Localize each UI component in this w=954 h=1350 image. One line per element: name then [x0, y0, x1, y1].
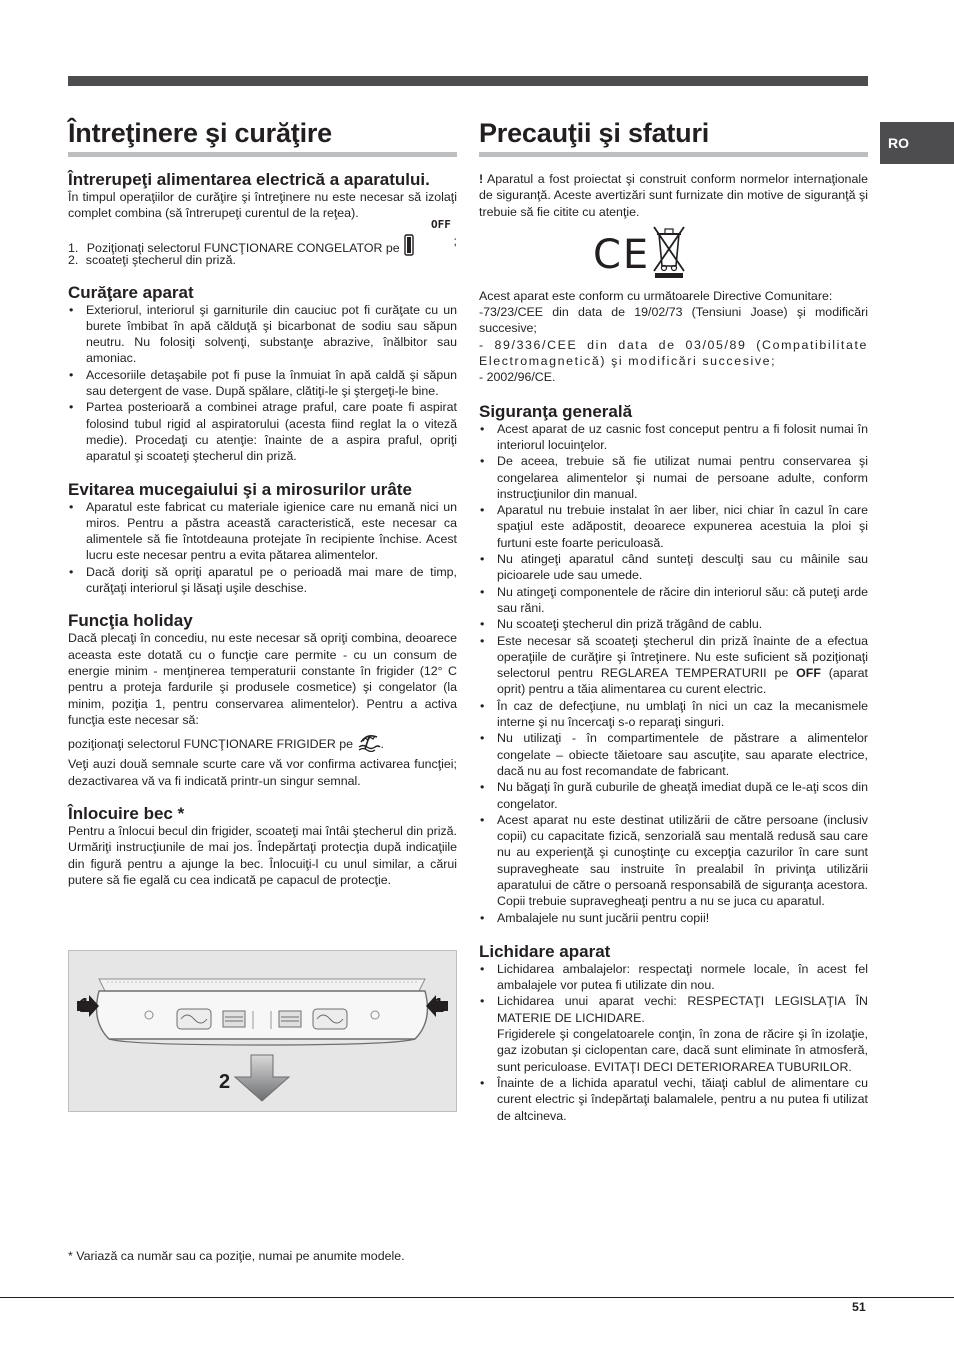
step-1-end: ; — [453, 233, 457, 248]
language-tab: RO — [880, 122, 954, 164]
directive-line: - 89/336/CEE din data de 03/05/89 (Compatibilitate Electromagnetică) şi modificări succesive; — [479, 337, 868, 369]
list-item: • Exteriorul, interiorul şi garniturile din cauciuc pot fi curăţate cu un burete îmbibat în apă călduţă şi bicarbonat de sodiu sau săpun neutru. Nu folosiţi solvenţi, substanţe abrazive, înălbitor sau amoniac. — [68, 302, 457, 367]
list-item: • Aparatul nu trebuie instalat în aer liber, nici chiar în cazul în care spaţiul este adăpostit, deoarece expunerea acestuia la ploi şi furtuni este foarte periculoasă. — [479, 502, 868, 551]
list-item: • Aparatul este fabricat cu materiale igienice care nu emană nici un miros. Pentru a păstra această caracteristică, este necesar ca alimentele să fie întotdeauna protejate în recipiente închise. Acest lucru este necesar pentru a evita pătarea alimentelor. — [68, 499, 457, 564]
bulb-cover-illustration — [69, 951, 456, 1111]
list-item: • Lichidarea ambalajelor: respectaţi normele locale, în acest fel ambalajele vor putea fi utilizate din nou. — [479, 961, 868, 994]
intro-mark: ! — [479, 172, 484, 186]
section-heading-disposal: Lichidare aparat — [479, 941, 611, 961]
holiday-beach-icon — [357, 732, 381, 756]
left-column — [68, 114, 457, 888]
section-para-power: În timpul operaţiilor de curăţire şi întreţinere nu este necesar să izolaţi complet combina (să întrerupeţi curentul de la reţea). — [68, 190, 457, 221]
directive-line: - 2002/96/CE. — [479, 370, 556, 385]
section-heading-mould: Evitarea mucegaiului şi a mirosurilor urâte — [68, 479, 412, 499]
ce-mark-icon: CE — [593, 231, 651, 278]
figure-label-down: 2 — [219, 1071, 231, 1093]
weee-bin-icon — [651, 224, 687, 278]
list-item: • În caz de defecţiune, nu umblaţi în nici un caz la mecanismele interne şi nu încercaţi s-o reparaţi singuri. — [479, 698, 868, 731]
bulb-cover-figure — [68, 950, 457, 1112]
list-item: • Înainte de a lichida aparatul vechi, tăiaţi cablul de alimentare cu curent electric şi îndepărtaţi balamalele, pentru a nu putea fi utilizat de altcineva. — [479, 1075, 868, 1124]
step-1 — [68, 217, 457, 255]
list-item: • Acest aparat nu este destinat utilizării de către persoane (inclusiv copii) cu capacitate fizică, senzorială sau mentală redusă sau care nu au experienţă şi cunoştinţe cu excepţia cazurilor în care sunt supravegheate sau instruite în prealabil în privinţa utilizării aparatului de către o persoană responsabilă de siguranţa acestora. Copii trebuie supravegheaţi pentru a nu se juca cu aparatul. — [479, 812, 868, 910]
list-item: • Accesoriile detaşabile pot fi puse la înmuiat în apă caldă şi săpun sau detergent de vase. După spălare, clătiţi-le şi ştergeţi-le bine. — [68, 367, 457, 400]
intro-para — [479, 171, 868, 220]
list-item — [479, 993, 868, 1074]
figure-label-right: 1 — [433, 995, 445, 1017]
section-heading-bulb: Înlocuire bec * — [68, 804, 185, 824]
list-item: • Nu atingeţi componentele de răcire din interiorul său: că puteţi arde sau răni. — [479, 584, 868, 617]
list-item-text: Este necesar să scoateţi ştecherul din priză înainte de a efectua operaţiile de curăţire şi întreţinere. Nu este suficient să poziţionaţi selectorul pentru REGLAREA TEMPERATURII pe — [497, 633, 868, 681]
list-item: • Nu scoateţi ştecherul din priză trăgând de cablu. — [479, 616, 868, 632]
directive-line: -73/23/CEE din data de 19/02/73 (Tensiuni Joase) şi modificări succesive; — [479, 305, 868, 336]
section-heading-power: Întrerupeţi alimentarea electrică a aparatului. — [68, 170, 430, 189]
list-item — [479, 633, 868, 698]
off-label: OFF — [431, 217, 451, 231]
step-2-text: scoateţi ştecherul din priză. — [85, 252, 236, 267]
off-rest: (aparat oprit) pentru a tăia alimentarea cu curent electric. — [497, 666, 868, 697]
left-title: Întreţinere şi curăţire — [68, 114, 457, 157]
top-bar — [68, 76, 868, 86]
list-item: • Ambalajele nu sunt jucării pentru copii! — [479, 910, 868, 926]
off-bold: OFF — [796, 666, 821, 681]
right-column — [479, 114, 868, 1124]
page-number: 51 — [852, 1300, 866, 1314]
figure-label-left: 1 — [79, 995, 91, 1017]
list-item-text: Frigiderele şi congelatoarele conţin, în zona de răcire şi în izolaţie, gaz izobutan şi ciclopentan care, dacă sunt eliminate în atmosferă, sunt periculoase. EVITAŢI DECI DETERIORAREA TUBURILOR. — [497, 1027, 868, 1074]
marks-row — [479, 224, 868, 282]
step-2-number: 2. — [68, 252, 79, 267]
footnote: * Variază ca număr sau ca poziţie, numai pe anumite modele. — [68, 1249, 405, 1263]
list-item: • Acest aparat de uz casnic fost conceput pentru a fi folosit numai în interiorul locuinţelor. — [479, 421, 868, 454]
freezer-knob-icon — [404, 234, 440, 261]
list-item: • Nu utilizaţi - în compartimentele de păstrare a alimentelor congelate – obiecte tăietoare sau ascuţite, sau aparate electrice, dacă nu au fost recomandate de fabricant. — [479, 730, 868, 779]
section-heading-safety: Siguranţa generală — [479, 401, 633, 421]
list-item: • Partea posterioară a combinei atrage praful, care poate fi aspirat folosind tubul rigid al aspiratorului (acesta fiind reglat la o viteză medie). Procedaţi cu atenţie: înainte de a aspira praful, opriţi aparatul şi scoateţi ştecherul din priză. — [68, 399, 457, 464]
holiday-para-2-end: . — [380, 737, 384, 752]
list-item-text: • Lichidarea unui aparat vechi: RESPECTAŢI LEGISLAŢIA ÎN MATERIE DE LICHIDARE. — [497, 994, 868, 1025]
step-1-text: Poziţionaţi selectorul FUNCŢIONARE CONGELATOR pe — [86, 240, 400, 255]
list-item: • Nu atingeţi aparatul când sunteţi desculţi sau cu mâinile sau picioarele ude sau umede. — [479, 551, 868, 584]
holiday-para-3: Veţi auzi două semnale scurte care vă vor confirma activarea funcţiei; dezactivarea vă va fi indicată printr-un singur semnal. — [68, 757, 457, 788]
list-item: • Nu băgaţi în gură cuburile de gheaţă imediat după ce le-aţi scos din congelator. — [479, 779, 868, 812]
safety-list — [479, 421, 868, 926]
disposal-list — [479, 961, 868, 1124]
holiday-para-2-text: poziţionaţi selectorul FUNCŢIONARE FRIGIDER pe — [68, 737, 354, 752]
intro-text: Aparatul a fost proiectat şi construit conform normelor internaţionale de siguranţă. Aceste avertizări sunt furnizate din motive de siguranţă şi trebuie să fie citite cu atenţie. — [479, 172, 868, 219]
list-item: • Dacă doriţi să opriţi aparatul pe o perioadă mai mare de timp, curăţaţi interiorul şi lăsaţi uşile deschise. — [68, 564, 457, 597]
holiday-para-1: Dacă plecaţi în concediu, nu este necesar să opriţi combina, deoarece aceasta este dotată cu o funcţie care permite - cu un consum de energie minim - menţinerea temperaturii constante în frigider (12° C pentru a proteja fardurile şi produsele cosmetice) şi congelator (la minim, poziţia 1, pentru conservarea alimentelor). Pentru a activa funcţia este necesar să: — [68, 631, 457, 727]
section-heading-holiday: Funcţia holiday — [68, 611, 193, 631]
pull-down-arrow-icon — [235, 1055, 289, 1101]
mould-list — [68, 499, 457, 597]
step-1-number: 1. — [68, 240, 79, 255]
holiday-para-2 — [68, 732, 457, 756]
directive-line: Acest aparat este conform cu următoarele Directive Comunitare: — [479, 288, 833, 303]
right-title: Precauţii şi sfaturi — [479, 114, 868, 157]
bottom-divider — [0, 1297, 954, 1298]
list-item: • De aceea, trebuie să fie utilizat numai pentru conservarea şi congelarea alimentelor şi numai de persoane adulte, conform instrucţiunilor din manual. — [479, 453, 868, 502]
section-heading-cleaning: Curăţare aparat — [68, 282, 194, 302]
bulb-para: Pentru a înlocui becul din frigider, scoateţi mai întâi ştecherul din priză. Urmăriţi instrucţiunile de mai jos. Îndepărtaţi protecţia după indicaţiile din figură pentru a ajunge la bec. Înlocuiţi-l cu unul similar, a cărui putere să fie egală cu cea indicată pe capacul de protecţie. — [68, 824, 457, 887]
cleaning-list — [68, 302, 457, 465]
